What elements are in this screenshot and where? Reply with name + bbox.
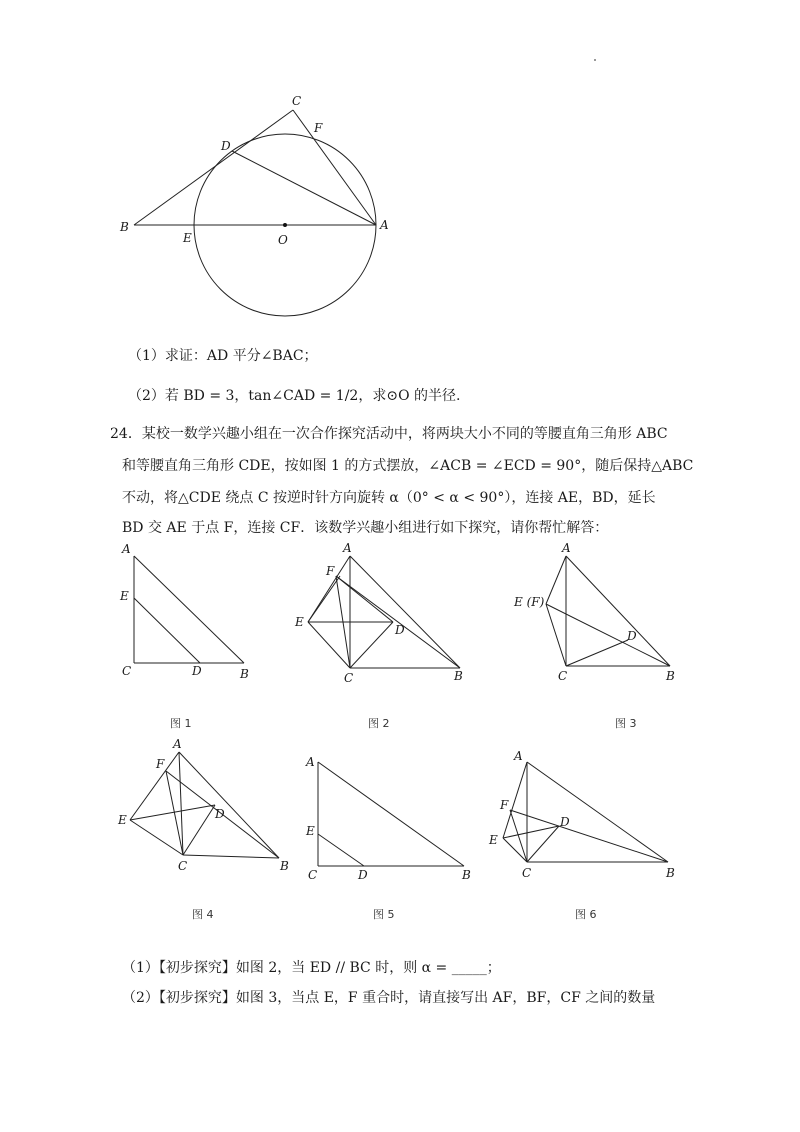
- svg-text:C: C: [344, 671, 354, 685]
- label-c: C: [292, 94, 302, 108]
- q23-part2: （2）若 BD = 3，tan∠CAD = 1/2，求⊙O 的半径.: [128, 388, 461, 404]
- svg-text:B: B: [280, 859, 289, 873]
- svg-text:B: B: [462, 868, 471, 882]
- q24-line2: 和等腰直角三角形 CDE，按如图 1 的方式摆放，∠ACB = ∠ECD = 90°，随后保持△ABC: [122, 458, 694, 474]
- svg-text:F: F: [326, 564, 335, 578]
- caption-fig2: 图 2: [368, 717, 390, 730]
- center-point: [283, 223, 287, 227]
- q24-line3: 不动，将△CDE 绕点 C 按逆时针方向旋转 α（0° < α < 90°），连接 AE，BD，延长: [122, 490, 656, 506]
- segment-ca: [293, 110, 376, 225]
- figure-6: [488, 749, 675, 921]
- figure-1: [119, 542, 249, 730]
- svg-text:C: C: [178, 859, 188, 873]
- q24-line4: BD 交 AE 于点 F，连接 CF．该数学兴趣小组进行如下探究，请你帮忙解答：: [122, 520, 609, 536]
- caption-fig3: 图 3: [615, 717, 637, 730]
- caption-fig1: 图 1: [170, 717, 192, 730]
- label-a: A: [380, 218, 389, 232]
- svg-text:A: A: [514, 749, 523, 763]
- svg-text:D: D: [192, 664, 202, 678]
- svg-text:B: B: [454, 669, 463, 683]
- figure-3: [513, 541, 675, 730]
- svg-text:E: E: [118, 813, 127, 827]
- svg-text:C: C: [308, 868, 318, 882]
- label-o: O: [278, 233, 288, 247]
- q23-figure: [110, 90, 410, 320]
- svg-text:D: D: [395, 623, 405, 637]
- label-f: F: [314, 121, 323, 135]
- label-d: D: [221, 139, 231, 153]
- figure-4: [117, 737, 289, 921]
- svg-text:A: A: [122, 542, 131, 556]
- svg-text:E: E: [306, 824, 315, 838]
- svg-text:B: B: [666, 866, 675, 880]
- svg-text:F: F: [500, 798, 509, 812]
- svg-text:A: A: [343, 541, 352, 555]
- q24-line1: 24．某校一数学兴趣小组在一次合作探究活动中，将两块大小不同的等腰直角三角形 ABC: [110, 426, 668, 442]
- svg-text:A: A: [306, 755, 315, 769]
- svg-text:E: E: [295, 615, 304, 629]
- svg-text:F: F: [156, 757, 165, 771]
- segment-da: [232, 151, 376, 225]
- caption-fig4: 图 4: [192, 908, 214, 921]
- caption-fig6: 图 6: [575, 908, 597, 921]
- svg-text:E: E: [120, 589, 129, 603]
- label-e: E: [183, 231, 192, 245]
- figure-5: [305, 755, 471, 921]
- svg-text:D: D: [627, 629, 637, 643]
- svg-text:D: D: [358, 868, 368, 882]
- segment-bc: [134, 110, 293, 225]
- figure-2: [294, 541, 463, 730]
- svg-text:B: B: [666, 669, 675, 683]
- caption-fig5: 图 5: [373, 908, 395, 921]
- svg-text:E: E: [489, 833, 498, 847]
- label-e-f: E (F): [514, 595, 545, 609]
- svg-text:A: A: [562, 541, 571, 555]
- svg-text:B: B: [240, 667, 249, 681]
- svg-text:D: D: [215, 807, 225, 821]
- q24-figures: [100, 538, 700, 938]
- svg-text:C: C: [522, 866, 532, 880]
- svg-text:C: C: [122, 664, 132, 678]
- svg-text:D: D: [560, 815, 570, 829]
- q24-part2: （2）【初步探究】如图 3，当点 E，F 重合时，请直接写出 AF，BF，CF 之间的数量: [122, 990, 656, 1006]
- svg-text:A: A: [173, 737, 182, 751]
- label-b: B: [120, 220, 129, 234]
- q23-part1: （1）求证：AD 平分∠BAC；: [128, 348, 318, 364]
- corner-mark: [594, 59, 596, 61]
- q24-part1: （1）【初步探究】如图 2，当 ED // BC 时，则 α = _____；: [122, 960, 501, 976]
- svg-text:C: C: [558, 669, 568, 683]
